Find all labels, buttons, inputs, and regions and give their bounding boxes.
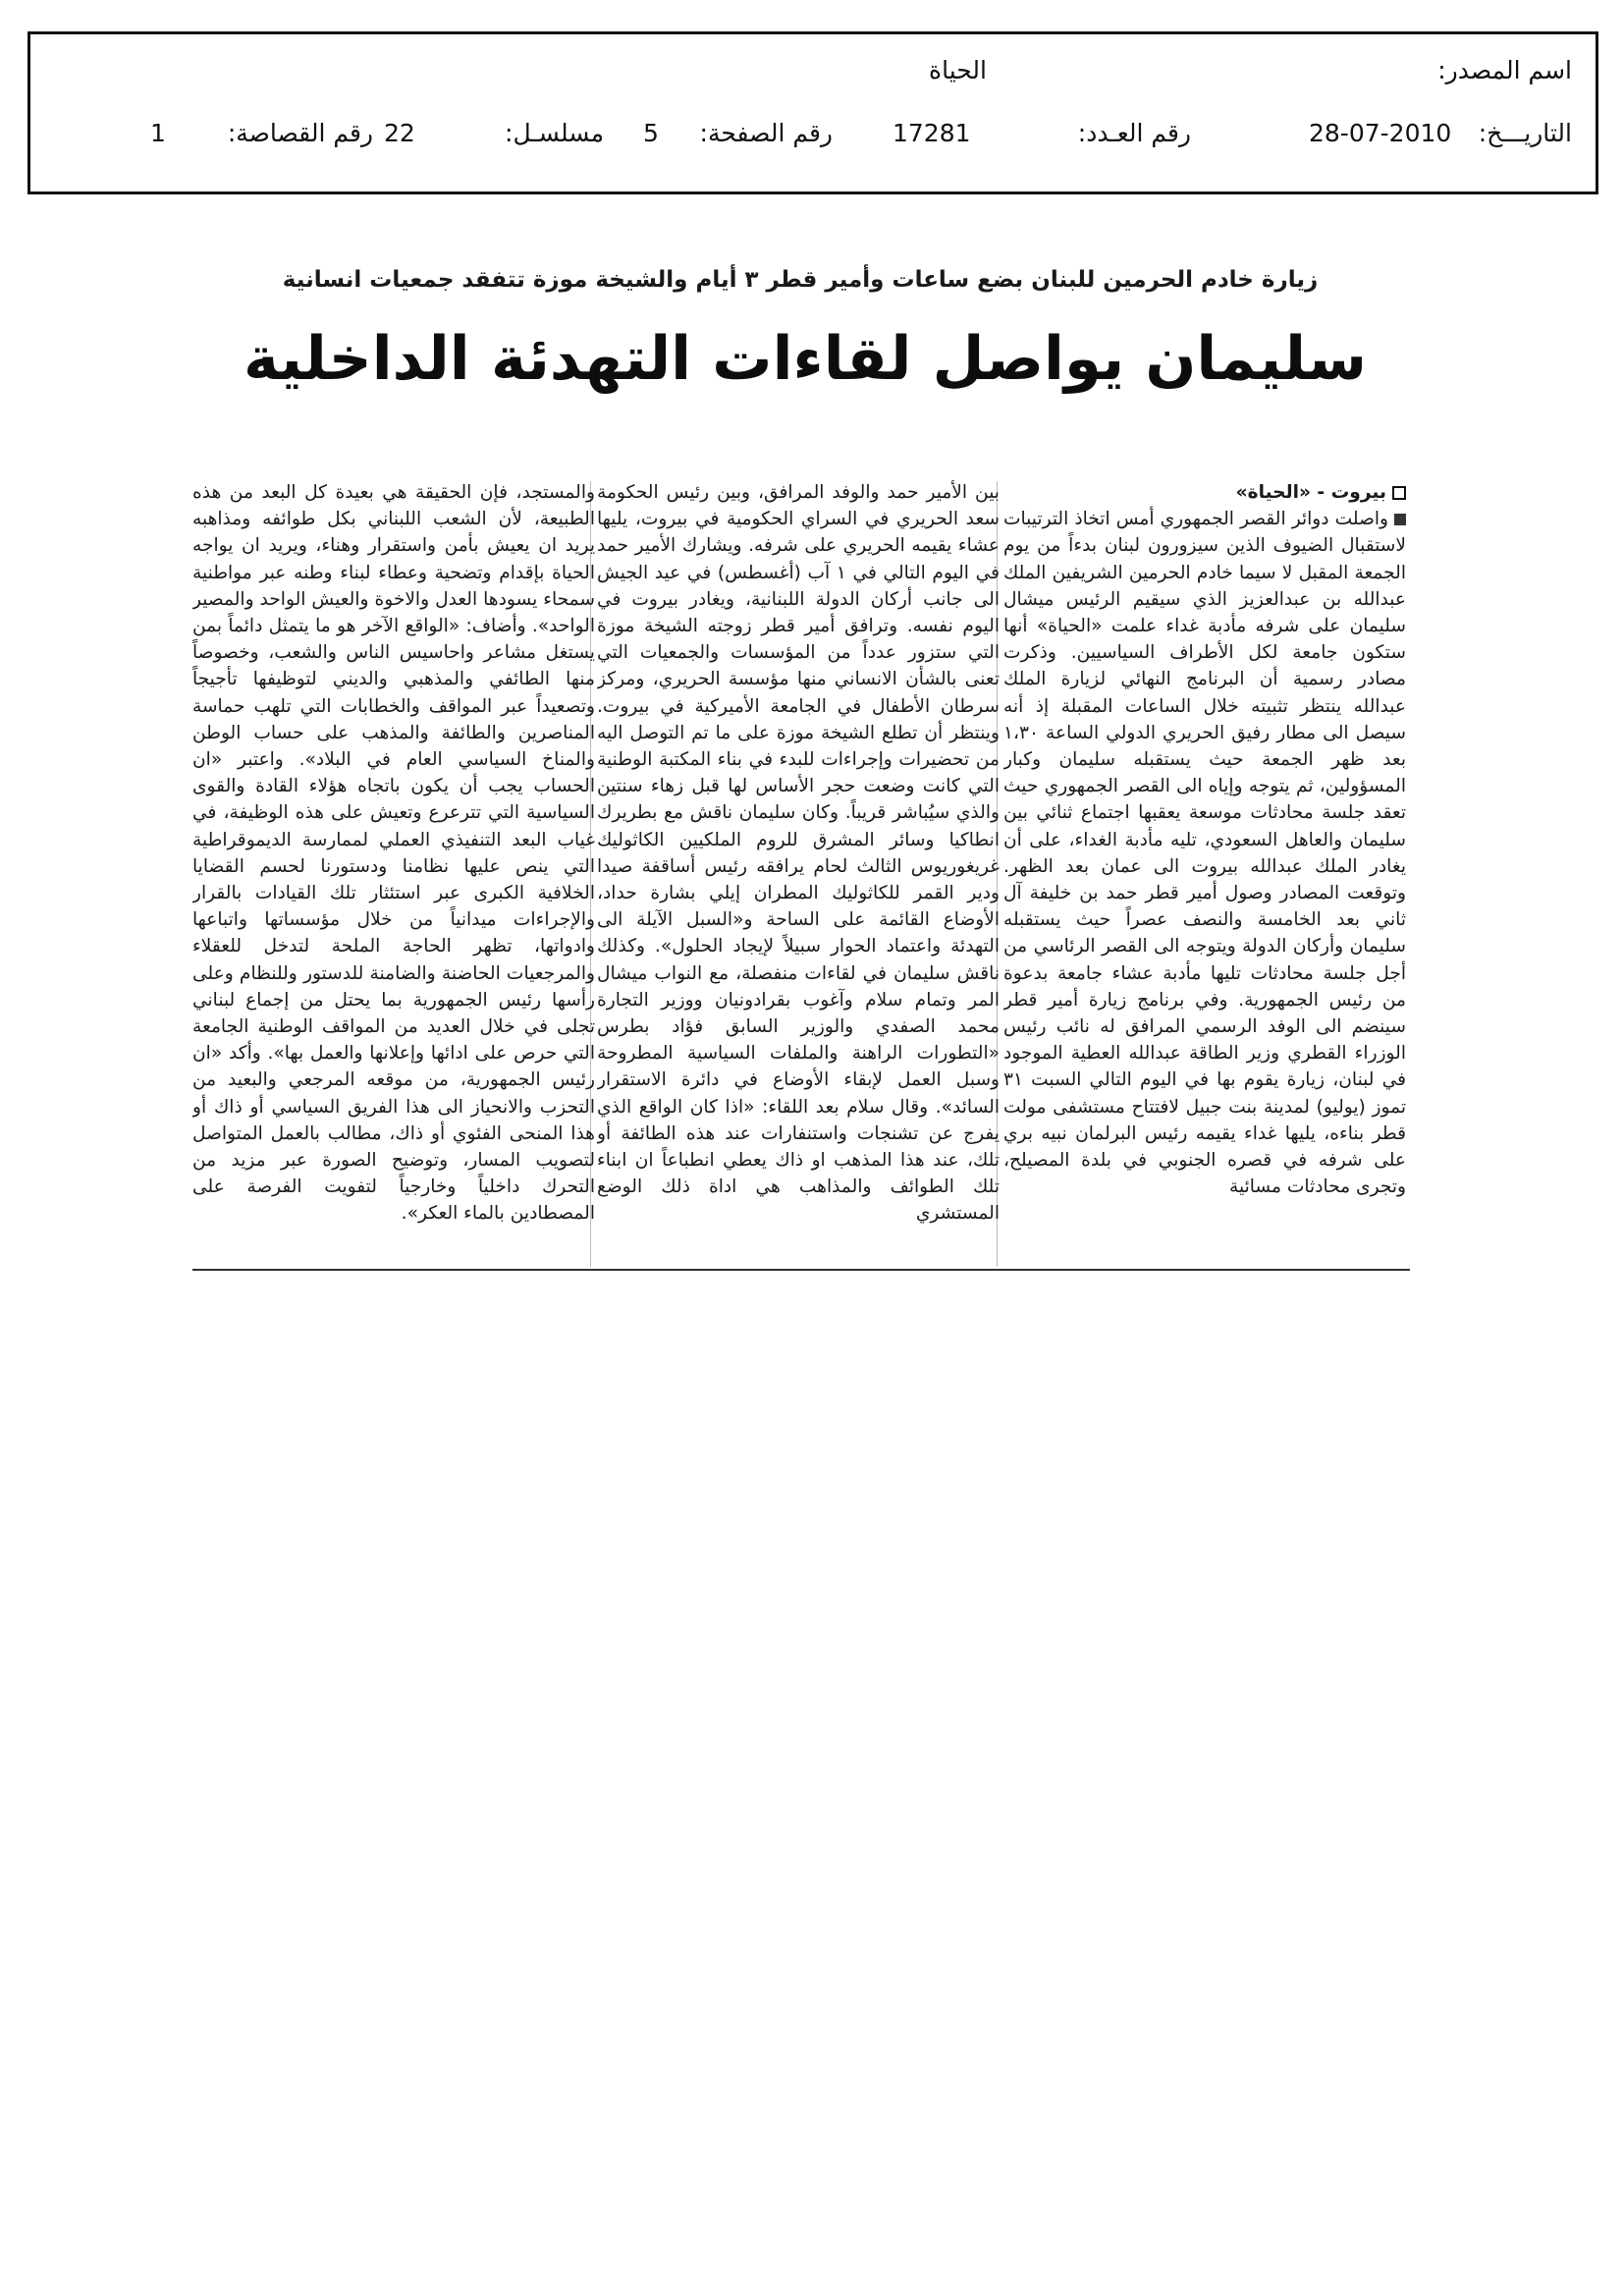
article-column-2 [597, 479, 1000, 1265]
column-3-body: والمستجد، فإن الحقيقة هي بعيدة كل البعد من هذه الطبيعة، لأن الشعب اللبناني بكل طوائفه ومذاهبه يريد ان يعيش بأمن واستقرار وهناء، ويريد ان يواجه الحياة بإقدام وتضحية وعطاء لبناء وطنه عبر مواطنية سمحاء يسودها العدل والاخوة والعيش الواحد والمصير الواحد». وأضاف: «الواقع الآخر هو ما يتمثل دائماً بمن يستغل مشاعر واحاسيس الناس والشعب، وخصوصاً منها الطائفي والمذهبي والديني لتوظيفها تأجيجاً وتصعيداً عبر المواقف والخطابات التي تلهب حماسة المناصرين والطائفة والمذهب على حساب الوطن والمناخ السياسي العام في البلاد». واعتبر «ان الحساب يجب أن يكون باتجاه هؤلاء القادة والقوى السياسية التي تترعرع وتعيش على هذه الوظيفة، في غياب البعد التنفيذي العملي لممارسة الديموقراطية التي ينص عليها نظامنا ودستورنا لحسم القضايا الخلافية الكبرى عبر استئثار تلك القيادات بالقرار والإجراءات ميدانياً من خلال مؤسساتها واتباعها وادواتها، تظهر الحاجة الملحة لتدخل للعقلاء والمرجعيات الحاضنة والضامنة للدستور وللنظام وعلى رأسها رئيس الجمهورية بما يحتل من إجماع لبناني تجلى في خلال العديد من المواقف الوطنية الجامعة التي حرص على ادائها وإعلانها والعمل بها». وأكد «ان رئيس الجمهورية، من موقعه المرجعي والبعيد من التحزب والانحياز الى هذا الفريق السياسي أو ذاك أو هذا المنحى الفئوي أو ذاك، مطالب بالعمل المتواصل لتصويب المسار، وتوضيح الصورة عبر مزيد من التحرك داخلياً وخارجياً لتفويت الفرصة على المصطادين بالماء العكر». [192, 482, 595, 1225]
page-value: 5 [643, 119, 659, 147]
article-column-3 [192, 479, 595, 1265]
paragraph-marker-icon [1394, 514, 1406, 525]
date-value: 28-07-2010 [1309, 119, 1452, 147]
article-kicker: زيارة خادم الحرمين للبنان بضع ساعات وأمير قطر ٣ أيام والشيخة موزة تتفقد جمعيات انسانية [282, 267, 1319, 293]
article-dateline [1003, 479, 1406, 506]
column-1-body: واصلت دوائر القصر الجمهوري أمس اتخاذ الترتيبات لاستقبال الضيوف الذين سيزورون لبنان بدءاً من يوم الجمعة المقبل لا سيما خادم الحرمين الشريفين الملك عبدالله بن عبدالعزيز الذي سيقيم الرئيس ميشال سليمان على شرفه مأدبة غداء علمت «الحياة» أنها ستكون جامعة لكل الأطراف السياسيين. وذكرت مصادر رسمية أن البرنامج النهائي لزيارة الملك عبدالله ينتظر تثبيته خلال الساعات المقبلة إذ أنه سيصل الى مطار رفيق الحريري الدولي الساعة ١،٣٠ بعد ظهر الجمعة حيث يستقبله سليمان وكبار المسؤولين، ثم يتوجه وإياه الى القصر الجمهوري حيث تعقد جلسة محادثات موسعة يعقبها اجتماع ثنائي بين سليمان والعاهل السعودي، تليه مأدبة الغداء، على أن يغادر الملك عبدالله بيروت الى عمان بعد الظهر. وتوقعت المصادر وصول أمير قطر حمد بن خليفة آل ثاني بعد الخامسة والنصف عصراً حيث يستقبله سليمان وأركان الدولة ويتوجه الى القصر الرئاسي من أجل جلسة محادثات تليها مأدبة عشاء جامعة بدعوة من رئيس الجمهورية. وفي برنامج زيارة أمير قطر سينضم الى الوفد الرسمي المرافق له نائب رئيس الوزراء القطري وزير الطاقة عبدالله العطية الموجود في لبنان، زيارة يقوم بها في اليوم التالي السبت ٣١ تموز (يوليو) لمدينة بنت جبيل لافتتاح مستشفى مولت قطر بناءه، يليها غداء يقيمه رئيس البرلمان نبيه بري على شرفه في قصره الجنوبي في بلدة المصيلح، وتجرى محادثات مسائية [1003, 509, 1406, 1198]
page-label: رقم الصفحة: [699, 119, 833, 147]
article-bottom-rule [192, 1269, 1410, 1271]
issue-label: رقم العـدد: [1077, 119, 1191, 147]
dateline-box-icon [1392, 486, 1406, 500]
serial-value: 22 [384, 119, 415, 147]
source-label: اسم المصدر: [1437, 56, 1572, 84]
column-1-text [1003, 506, 1406, 1200]
dateline-text: بيروت - «الحياة» [1235, 482, 1386, 503]
article-headline: سليمان يواصل لقاءات التهدئة الداخلية [243, 324, 1367, 394]
article-column-1 [1003, 479, 1406, 1265]
issue-value: 17281 [893, 119, 971, 147]
column-2-body: بين الأمير حمد والوفد المرافق، وبين رئيس الحكومة سعد الحريري في السراي الحكومية في بيروت، يليها عشاء يقيمه الحريري على شرفه. ويشارك الأمير حمد في اليوم التالي في ١ آب (أغسطس) في عيد الجيش الى جانب أركان الدولة اللبنانية، ويغادر بيروت في اليوم نفسه. وترافق أمير قطر زوجته الشيخة موزة التي ستزور عدداً من المؤسسات والجمعيات التي تعنى بالشأن الانساني منها مؤسسة الحريري، ومركز سرطان الأطفال في الجامعة الأميركية في بيروت. وينتظر أن تطلع الشيخة موزة على ما تم التوصل اليه من تحضيرات وإجراءات للبدء في بناء المكتبة الوطنية التي كانت وضعت حجر الأساس لها قبل زهاء سنتين والذي سيُباشر قريباً. وكان سليمان ناقش مع بطريرك انطاكيا وسائر المشرق للروم الملكيين الكاثوليك غريغوريوس الثالث لحام يرافقه رئيس أساقفة صيدا ودير القمر للكاثوليك المطران إيلي بشارة حداد، الأوضاع القائمة على الساحة و«السبل الآيلة الى التهدئة واعتماد الحوار سبيلاً لإيجاد الحلول». وكذلك ناقش سليمان في لقاءات منفصلة، مع النواب ميشال المر وتمام سلام وآغوب بقرادونيان ووزير التجارة محمد الصفدي والوزير السابق فؤاد بطرس «التطورات الراهنة والملفات السياسية المطروحة وسبل العمل لإبقاء الأوضاع في دائرة الاستقرار السائد». وقال سلام بعد اللقاء: «اذا كان الواقع الذي يفرج عن تشنجات واستنفارات عند هذه الطائفة أو تلك، عند هذا المذهب او ذاك يعطي انطباعاً ان ابناء تلك الطوائف والمذاهب هي اداة ذلك الوضع المستشري [597, 482, 1000, 1225]
date-label: التاريـــخ: [1478, 119, 1572, 147]
serial-label: مسلسـل: [505, 119, 604, 147]
source-value: الحياة [929, 56, 987, 84]
clip-value: 1 [150, 119, 166, 147]
clip-label: رقم القصاصة: [227, 119, 373, 147]
clipping-info-box [27, 31, 1598, 194]
